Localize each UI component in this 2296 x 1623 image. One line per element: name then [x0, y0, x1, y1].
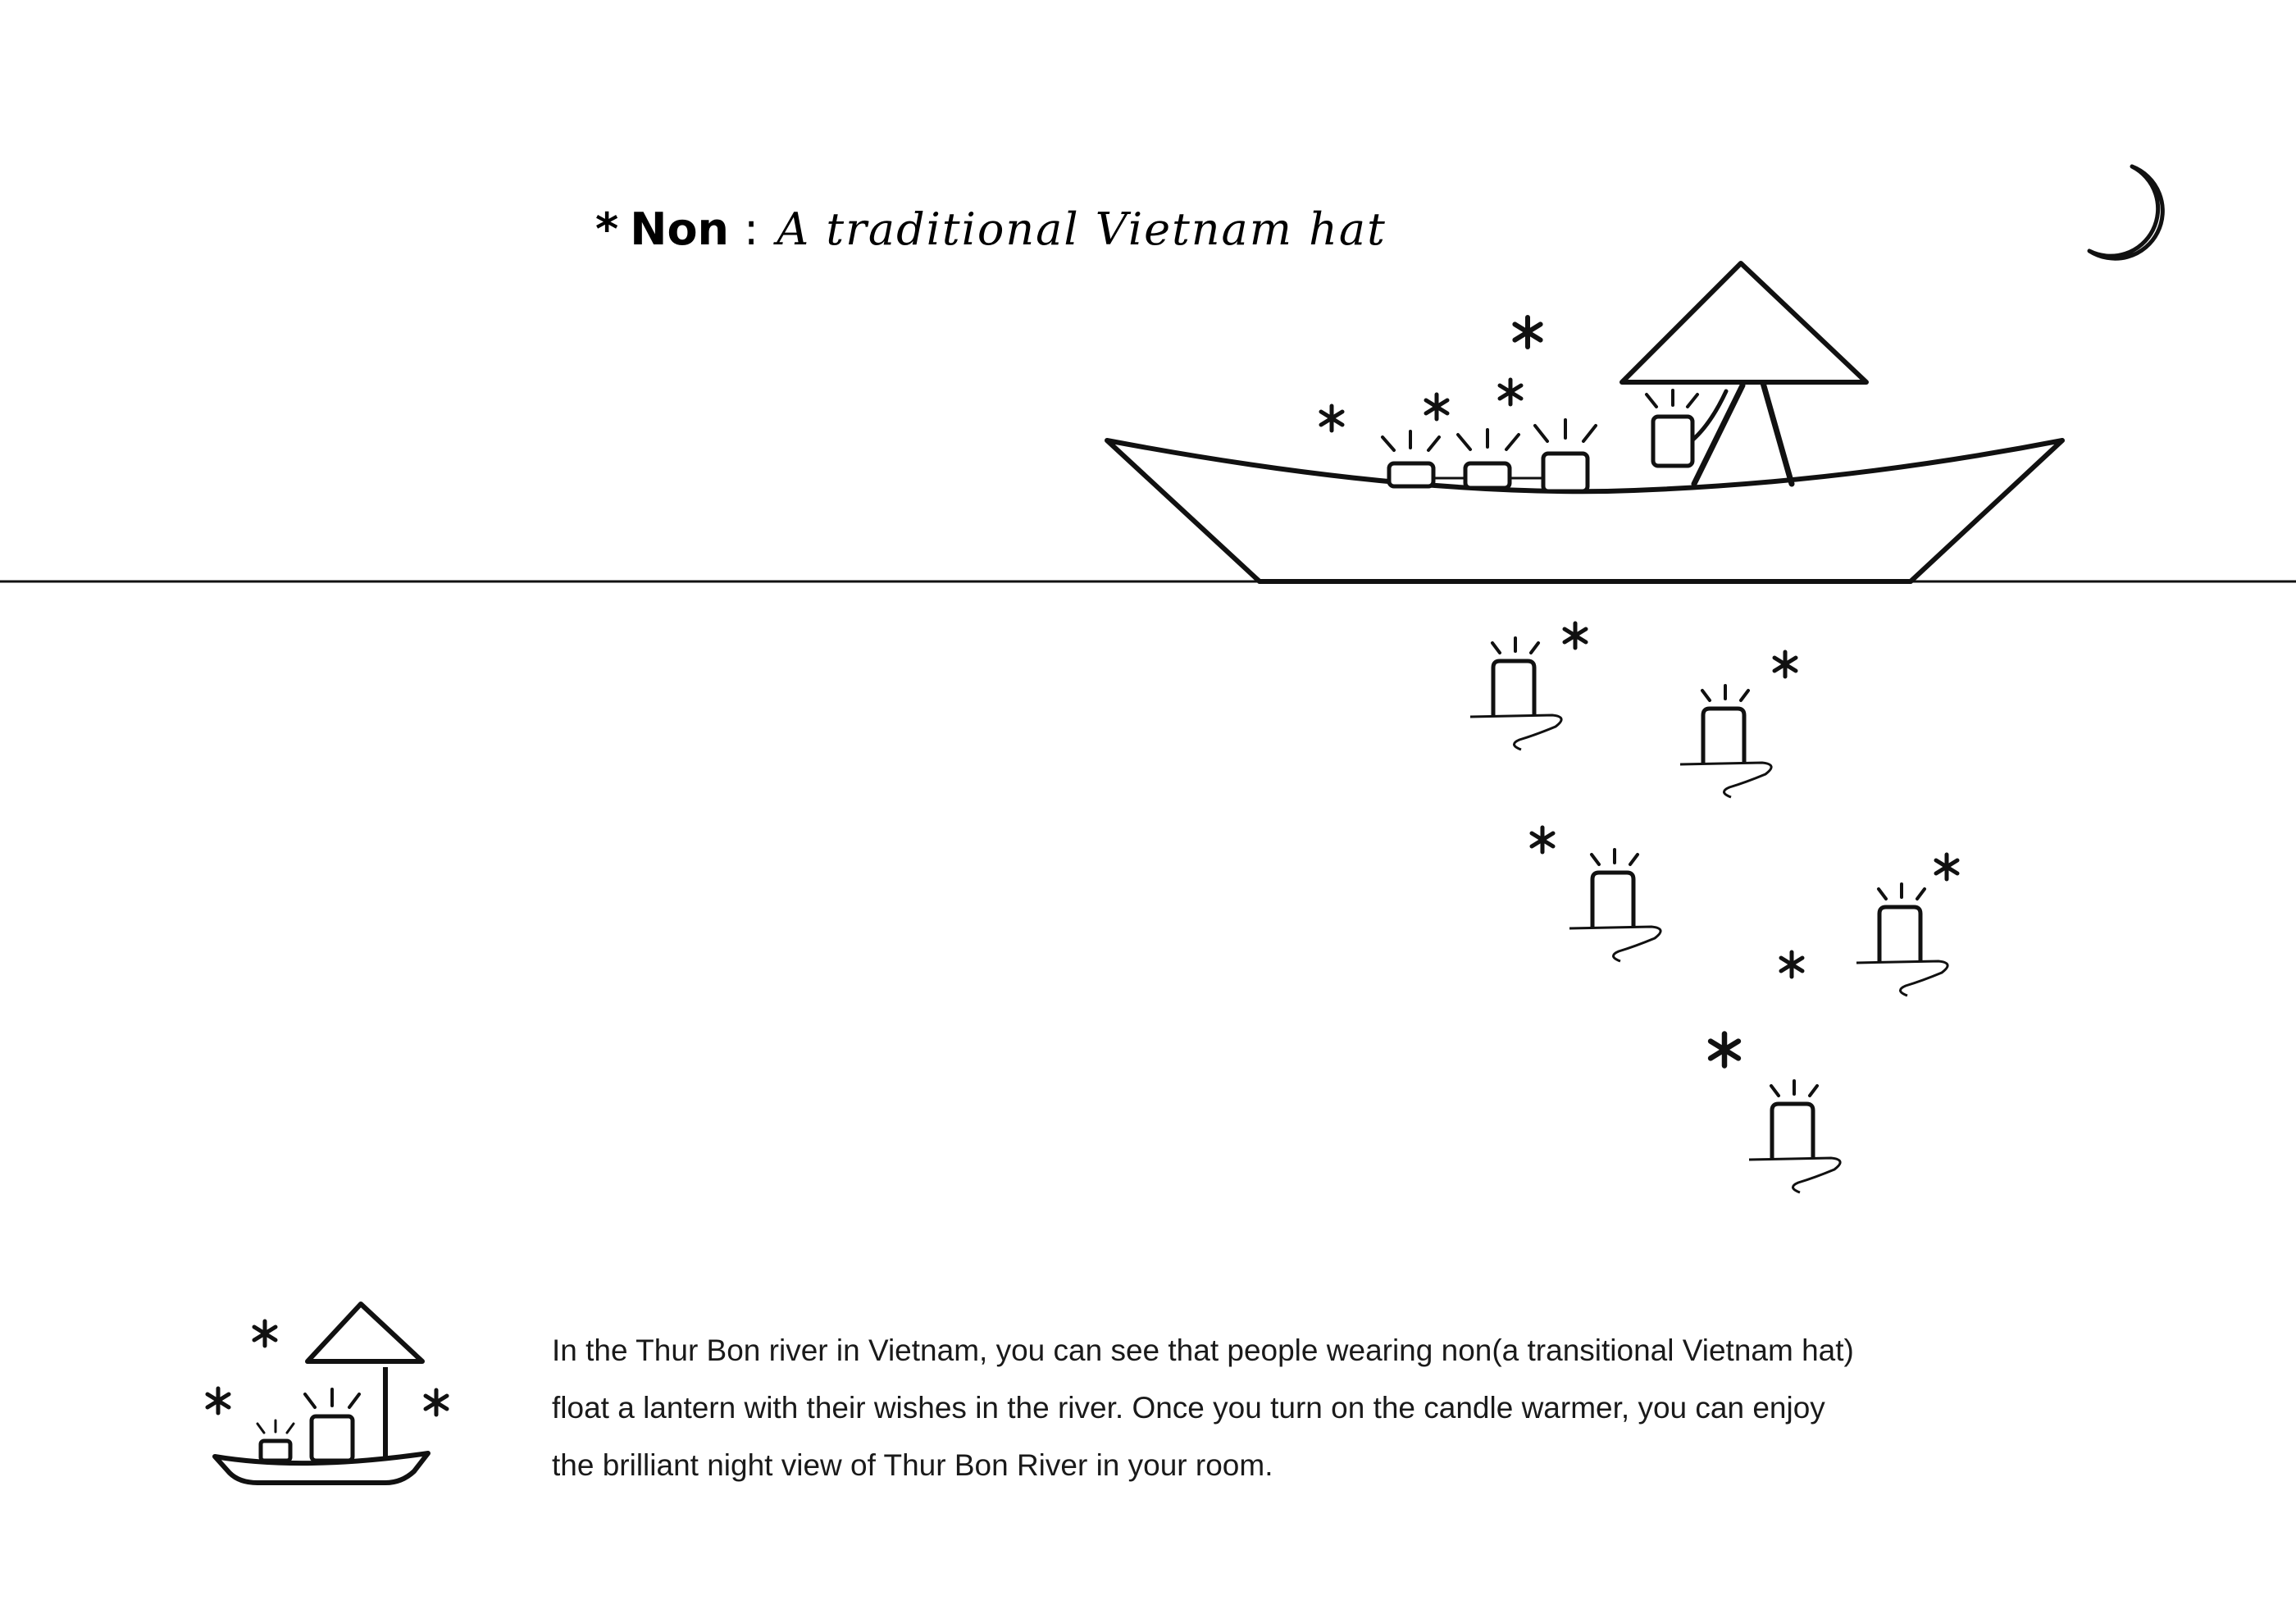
- non-hat-icon: [308, 1304, 422, 1361]
- caption-asterisk: *: [595, 203, 619, 255]
- non-hat-icon: [1622, 263, 1866, 382]
- lantern-icon: [1856, 884, 1947, 996]
- lantern-icon: [1647, 390, 1697, 466]
- small-boat-illustration: [207, 1304, 447, 1483]
- asterisk-sparkle-icon: [1532, 623, 1957, 1066]
- caption-term: Non: [630, 203, 729, 255]
- lantern-icon: [1569, 850, 1660, 961]
- lantern-icon: [305, 1389, 359, 1461]
- lantern-icon: [1470, 638, 1561, 750]
- lantern-icon: [257, 1420, 294, 1461]
- asterisk-sparkle-icon: [1321, 317, 1541, 431]
- description-line: In the Thur Bon river in Vietnam, you can see that people wearing non(a transitional Vietnam hat): [552, 1334, 1854, 1367]
- description-paragraph: [552, 1322, 2110, 1494]
- floating-lanterns: [1470, 638, 1947, 1192]
- caption-definition: A traditional Vietnam hat: [777, 203, 1387, 255]
- description-line: the brilliant night view of Thur Bon River in your room.: [552, 1448, 1273, 1482]
- hat-definition-caption: [595, 203, 1387, 255]
- crescent-moon-icon: [2089, 166, 2162, 258]
- boat-lanterns: [1383, 420, 1596, 491]
- lantern-icon: [1535, 420, 1596, 491]
- description-line: float a lantern with their wishes in the river. Once you turn on the candle warmer, you can enjoy: [552, 1391, 1825, 1425]
- person-with-non-hat: [1622, 263, 1866, 484]
- lantern-icon: [1749, 1081, 1840, 1192]
- lantern-icon: [1458, 430, 1519, 488]
- asterisk-sparkle-icon: [207, 1321, 447, 1415]
- lantern-icon: [1680, 686, 1771, 797]
- caption-separator: :: [744, 203, 759, 255]
- lantern-icon: [1383, 431, 1439, 486]
